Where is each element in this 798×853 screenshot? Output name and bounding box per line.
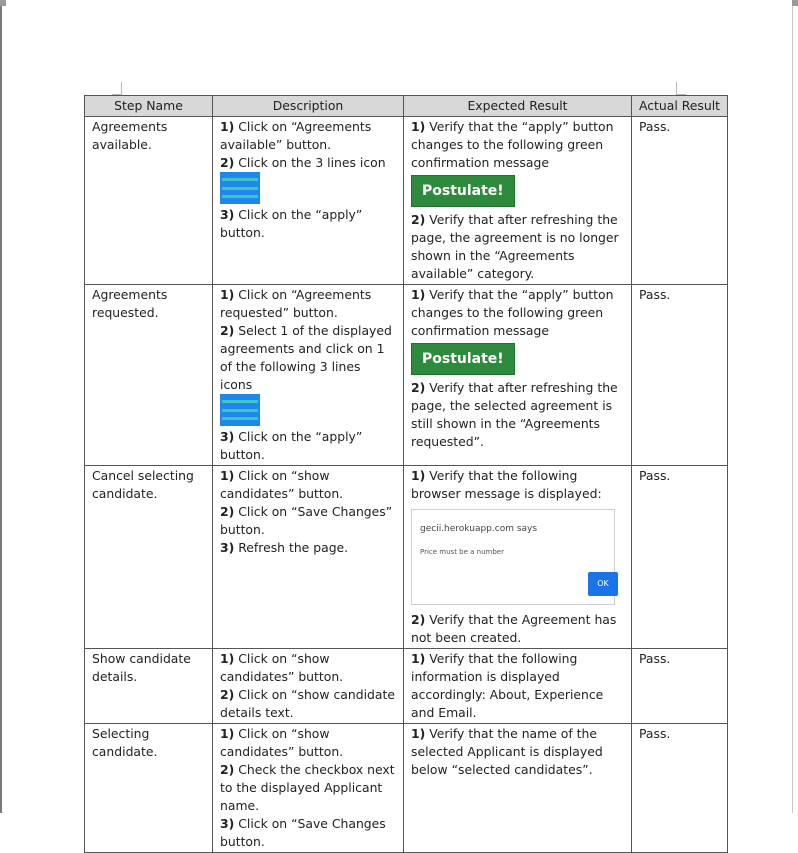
table-row — [85, 285, 728, 466]
expected-step: 1) Verify that the name of the selected Applicant is displayed below “selected candidates”. — [411, 726, 603, 777]
actual-result-cell: Pass. — [632, 117, 728, 285]
step-name-cell: Selecting candidate. — [85, 724, 213, 853]
table-row — [85, 649, 728, 724]
description-cell — [213, 466, 404, 649]
step-name-cell: Agreements available. — [85, 117, 213, 285]
actual-result-cell: Pass. — [632, 724, 728, 853]
description-cell — [213, 649, 404, 724]
description-step: 2) Click on the 3 lines icon — [220, 155, 386, 170]
description-step: 2) Click on “show candidate details text. — [220, 687, 395, 720]
expected-step: 1) Verify that the “apply” button changes to the following green confirmation message — [411, 119, 614, 170]
test-cases-table — [84, 95, 728, 853]
description-step: 3) Click on the “apply” button. — [220, 207, 363, 240]
table-row — [85, 724, 728, 853]
description-cell — [213, 285, 404, 466]
table-row — [85, 117, 728, 285]
expected-step: 2) Verify that the Agreement has not been created. — [411, 612, 617, 645]
header-actual-result: Actual Result — [632, 96, 728, 117]
dialog-title: gecii.herokuapp.com says — [420, 524, 538, 534]
description-step: 2) Select 1 of the displayed agreements and click on 1 of the following 3 lines icons — [220, 323, 392, 392]
expected-result-cell — [404, 724, 632, 853]
expected-step: 1) Verify that the following information is displayed accordingly: About, Experience and Email. — [411, 651, 604, 720]
description-step: 3) Click on “Save Changes button. — [220, 816, 386, 849]
header-description: Description — [213, 96, 404, 117]
description-step: 3) Click on the “apply” button. — [220, 429, 363, 462]
expected-result-cell — [404, 285, 632, 466]
step-name-cell: Cancel selecting candidate. — [85, 466, 213, 649]
postulate-confirmation-button: Postulate! — [411, 175, 515, 207]
description-step: 1) Click on “show candidates” button. — [220, 468, 344, 501]
header-step-name: Step Name — [85, 96, 213, 117]
description-step: 2) Click on “Save Changes” button. — [220, 504, 393, 537]
description-step: 1) Click on “show candidates” button. — [220, 651, 344, 684]
browser-alert-dialog — [411, 509, 615, 605]
description-step: 2) Check the checkbox next to the displayed Applicant name. — [220, 762, 395, 813]
expected-result-cell — [404, 649, 632, 724]
expected-step: 2) Verify that after refreshing the page, the agreement is no longer shown in the “Agreements available” category. — [411, 212, 619, 281]
expected-result-cell — [404, 466, 632, 649]
expected-result-cell — [404, 117, 632, 285]
expected-step: 1) Verify that the “apply” button changes to the following green confirmation message — [411, 287, 614, 338]
page-edge-left — [0, 0, 2, 813]
table-row — [85, 466, 728, 649]
dialog-ok-button: OK — [588, 572, 618, 596]
dialog-message: Price must be a number — [420, 548, 504, 556]
actual-result-cell: Pass. — [632, 649, 728, 724]
actual-result-cell: Pass. — [632, 466, 728, 649]
description-cell — [213, 117, 404, 285]
description-step: 1) Click on “show candidates” button. — [220, 726, 344, 759]
description-step: 3) Refresh the page. — [220, 540, 349, 555]
expected-step: 1) Verify that the following browser message is displayed: — [411, 468, 602, 501]
hamburger-menu-icon — [220, 172, 260, 204]
description-step: 1) Click on “Agreements available” button. — [220, 119, 372, 152]
description-step: 1) Click on “Agreements requested” button. — [220, 287, 372, 320]
step-name-cell: Agreements requested. — [85, 285, 213, 466]
step-name-cell: Show candidate details. — [85, 649, 213, 724]
table-header-row — [85, 96, 728, 117]
window-corner-left — [0, 0, 6, 6]
window-corner-right — [792, 0, 798, 6]
postulate-confirmation-button: Postulate! — [411, 343, 515, 375]
expected-step: 2) Verify that after refreshing the page, the selected agreement is still shown in the “Agreements requested”. — [411, 380, 618, 449]
page-edge-right — [792, 0, 793, 813]
actual-result-cell: Pass. — [632, 285, 728, 466]
description-cell — [213, 724, 404, 853]
header-expected-result: Expected Result — [404, 96, 632, 117]
hamburger-menu-icon — [220, 394, 260, 426]
